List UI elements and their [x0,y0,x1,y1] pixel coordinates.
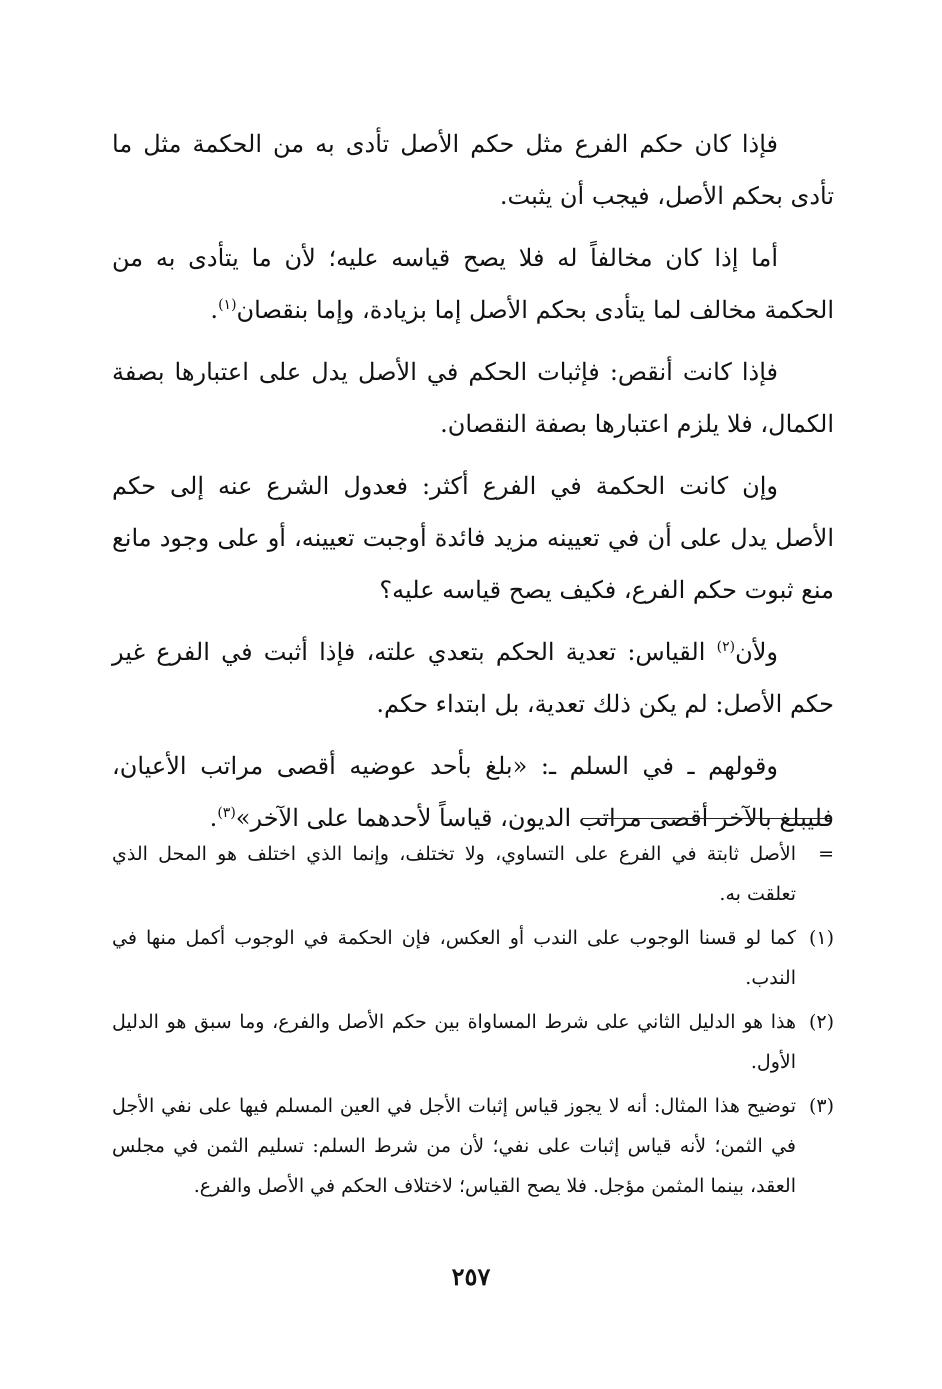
paragraph-1-text: فإذا كان حكم الفرع مثل حكم الأصل تأدى به من الحكمة مثل ما تأدى بحكم الأصل، فيجب أن يثبت. [112,130,834,210]
paragraph-4-text: وإن كانت الحكمة في الفرع أكثر: فعدول الشرع عنه إلى حكم الأصل يدل على أن في تعيينه مزيد فائدة أوجبت تعيينه، أو على وجود مانع منع ثبوت حكم الفرع، فكيف يصح قياسه عليه؟ [112,472,834,604]
paragraph-2-end: . [210,296,219,324]
footnote-mark: (٣) [808,1095,834,1117]
paragraph-5 [112,626,834,730]
paragraph-5-start: ولأن [735,638,778,666]
footnote-3 [112,1086,834,1206]
paragraph-2-text: أما إذا كان مخالفاً له فلا يصح قياسه عليه؛ لأن ما يتأدى به من الحكمة مخالف لما يتأدى بحكم الأصل إما بزيادة، وإما بنقصان [112,244,834,324]
footnotes [112,834,834,1210]
footnote-mark: (٢) [808,1011,834,1033]
page-number: ٢٥٧ [451,1262,491,1291]
footnote-ref-3: (٣) [217,805,236,821]
footnote-2 [112,1002,834,1082]
footnote-mark: = [818,843,834,865]
paragraph-1 [112,118,834,222]
footnote-ref-1: (١) [218,297,237,313]
paragraph-3-text: فإذا كانت أنقص: فإثبات الحكم في الأصل يدل على اعتبارها بصفة الكمال، فلا يلزم اعتبارها بصفة النقصان. [112,358,834,438]
main-text [112,118,834,854]
footnote-ref-2: (٢) [716,639,736,655]
paragraph-2 [112,232,834,336]
footnote-text: الأصل ثابتة في الفرع على التساوي، ولا تختلف، وإنما الذي اختلف هو المحل الذي تعلقت به. [112,843,796,905]
paragraph-5-text: القياس: تعدية الحكم بتعدي علته، فإذا أثبت في الفرع غير حكم الأصل: لم يكن ذلك تعدية، بل ابتداء حكم. [112,638,834,718]
paragraph-6-text: وقولهم ـ في السلم ـ: «بلغ بأحد عوضيه أقصى مراتب الأعيان، فليبلغ بالآخر أقصى مراتب الديون، قياساً لأحدهما على الآخر» [112,752,834,832]
footnote-mark: (١) [808,927,834,949]
footnote-1 [112,918,834,998]
footnote-separator [582,818,832,819]
paragraph-3 [112,346,834,450]
paragraph-4 [112,460,834,616]
footnote-text: توضيح هذا المثال: أنه لا يجوز قياس إثبات الأجل في العين المسلم فيها على نفي الأجل في الثمن؛ لأنه قياس إثبات على نفي؛ لأن من شرط السلم: تسليم الثمن في مجلس العقد، بينما المثمن مؤجل. فلا يصح القياس؛ لاختلاف الحكم في الأصل والفرع. [112,1095,796,1197]
paragraph-6 [112,740,834,844]
paragraph-6-end: . [209,804,218,832]
footnote-text: هذا هو الدليل الثاني على شرط المساواة بين حكم الأصل والفرع، وما سبق هو الدليل الأول. [112,1011,796,1073]
footnote-text: كما لو قسنا الوجوب على الندب أو العكس، فإن الحكمة في الوجوب أكمل منها في الندب. [112,927,796,989]
footnote-continuation [112,834,834,914]
